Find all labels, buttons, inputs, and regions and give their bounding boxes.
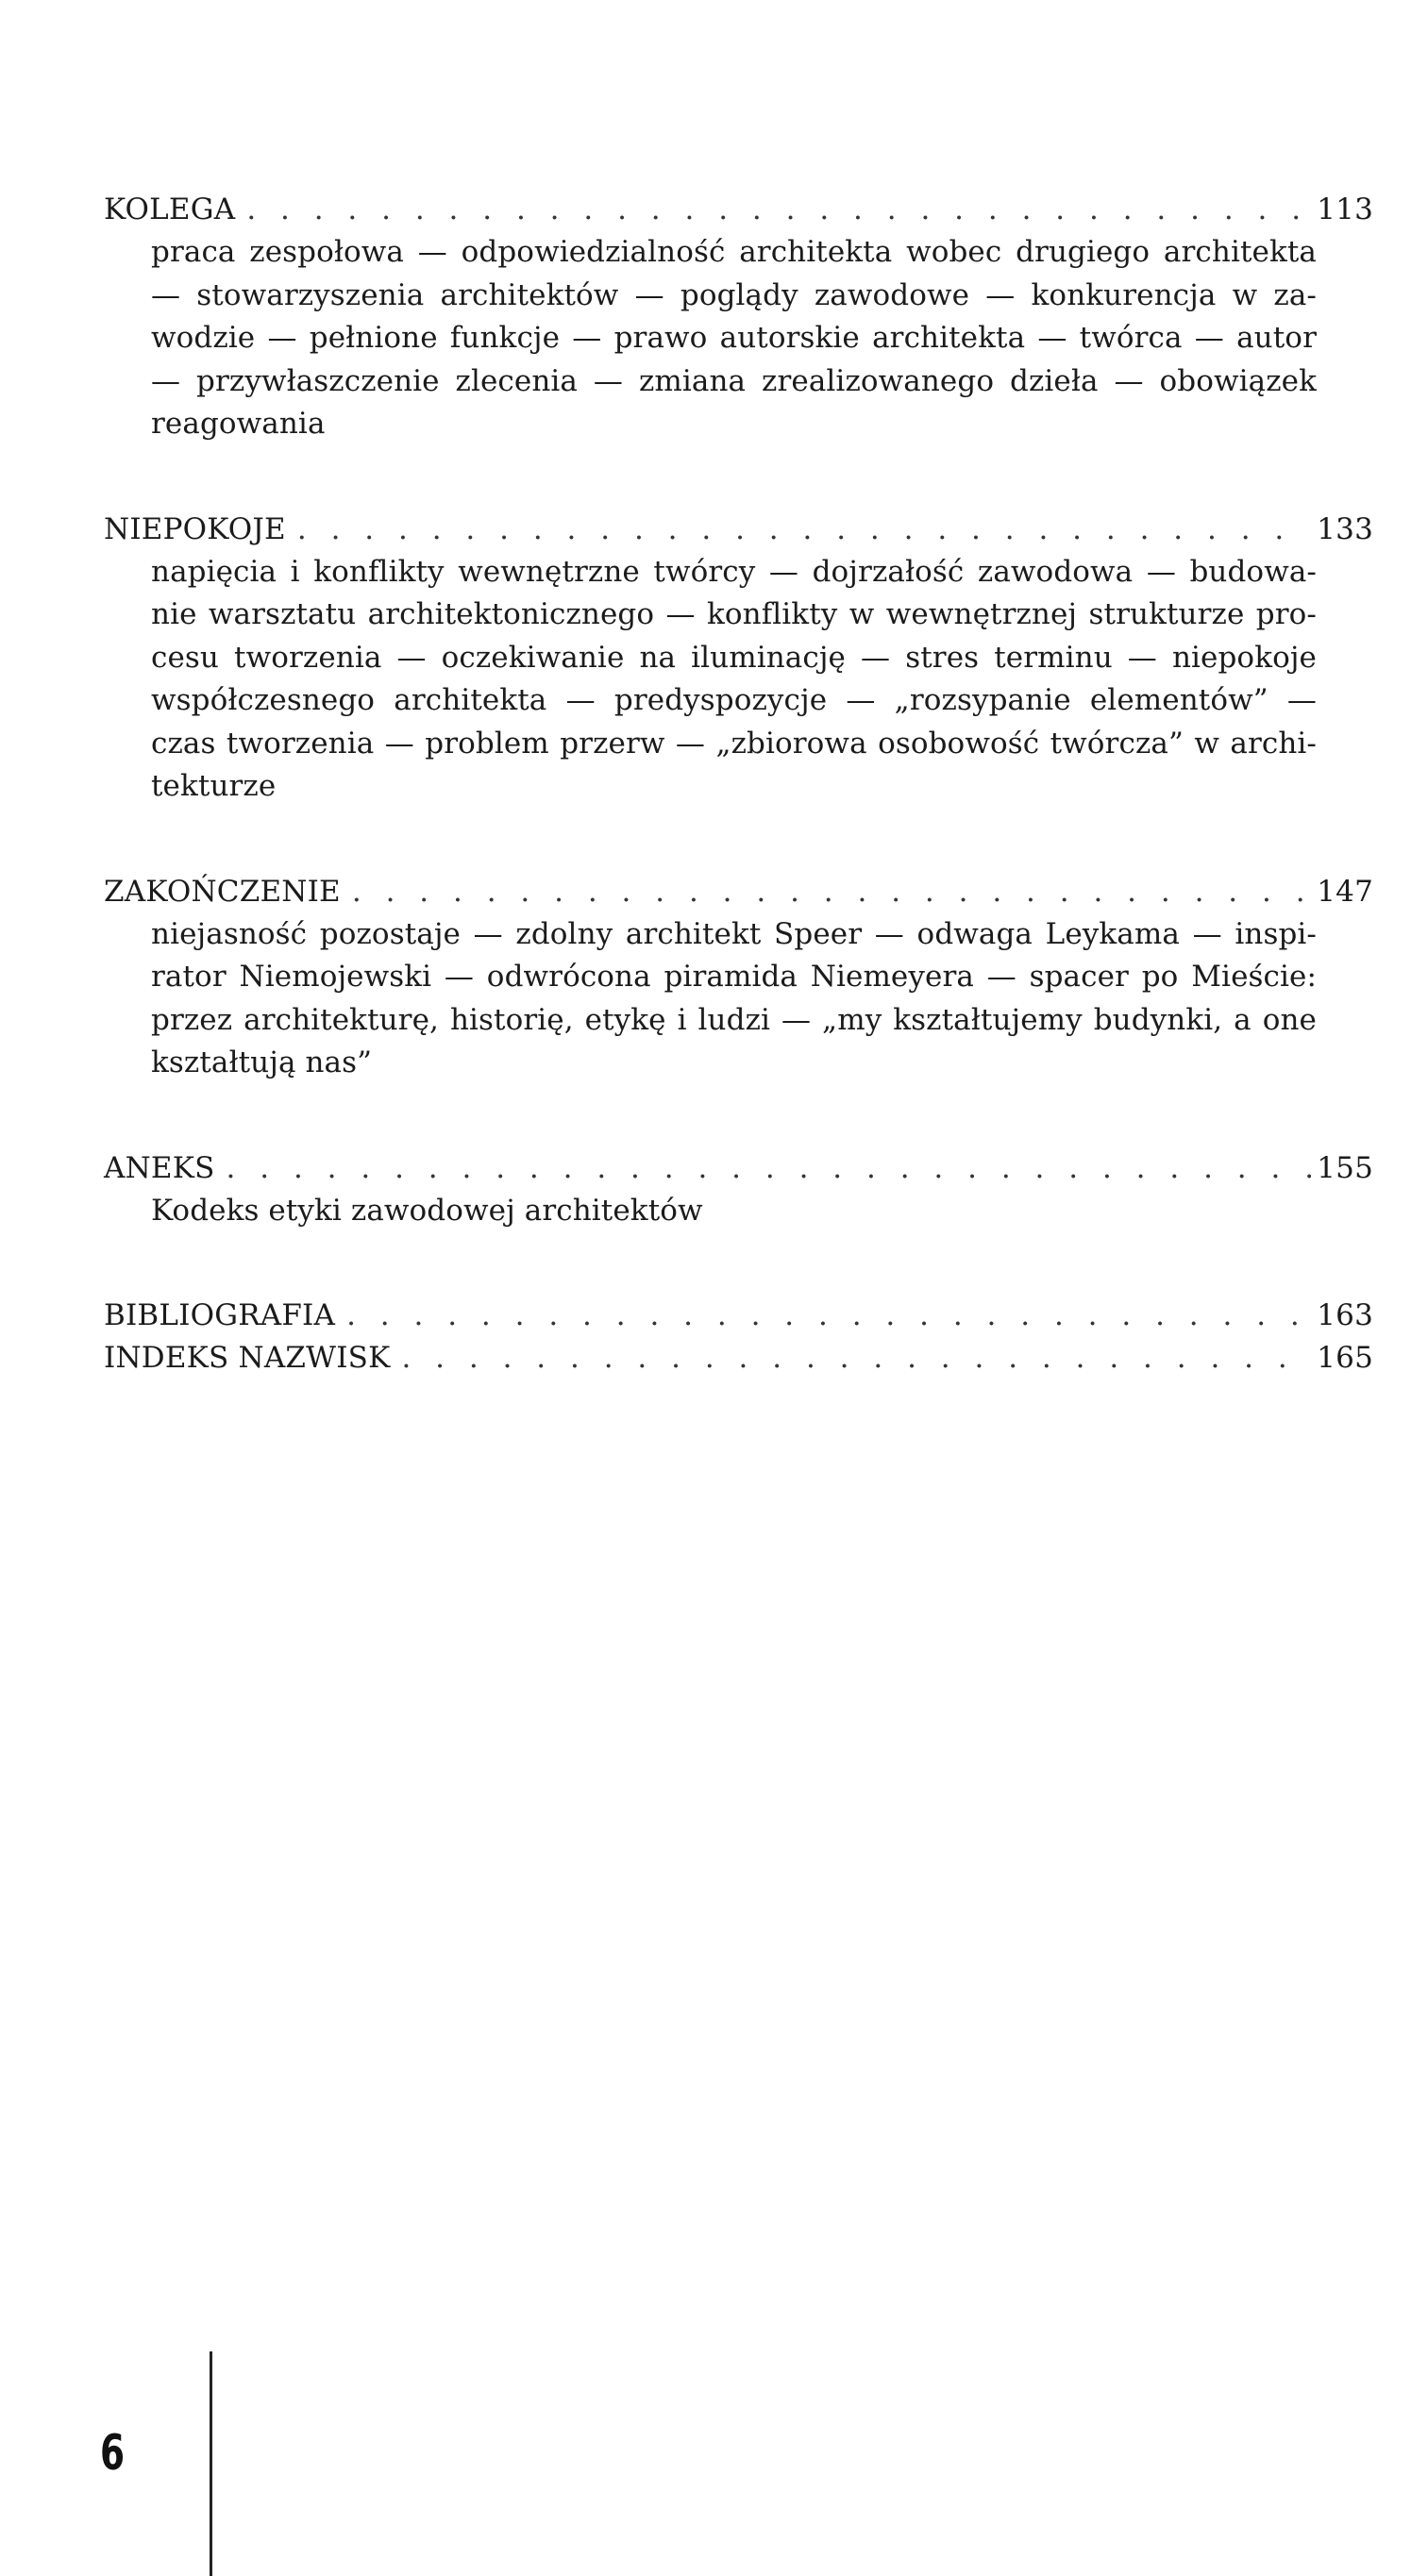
toc-entry-title: ANEKS — [104, 1150, 215, 1185]
description-line: — przywłaszczenie zlecenia — zmiana zrealizowanego dzieła — obowiązek — [151, 363, 1317, 398]
description-line: wodzie — pełnione funkcje — prawo autorskie architekta — twórca — autor — [151, 321, 1317, 355]
margin-rule — [210, 2351, 212, 2576]
toc-entry-heading — [104, 871, 1373, 913]
toc-entry-title: NIEPOKOJE — [104, 511, 286, 546]
description-line: Kodeks etyki zawodowej architektów — [151, 1193, 703, 1228]
toc-entry-description — [151, 913, 1317, 1085]
description-line: rator Niemojewski — odwrócona piramida Niemeyera — spacer po Mieście: — [151, 960, 1317, 994]
description-line: cesu tworzenia — oczekiwanie na iluminację — stres terminu — niepokoje — [151, 640, 1317, 675]
description-line: praca zespołowa — odpowiedzialność architekta wobec drugiego architekta — [151, 235, 1317, 269]
description-line: kształtują nas” — [151, 1045, 373, 1079]
description-line: czas tworzenia — problem przerw — „zbiorowa osobowość twórcza” w archi- — [151, 726, 1317, 761]
toc-entry-page: 113 — [1317, 192, 1373, 226]
page-number: 6 — [100, 2425, 126, 2482]
toc-entry-title: BIBLIOGRAFIA — [104, 1298, 336, 1332]
table-of-contents — [104, 189, 1373, 1380]
toc-entry-page: 133 — [1317, 511, 1373, 546]
toc-entry-niepokoje — [104, 509, 1373, 809]
toc-entry-heading — [104, 1147, 1373, 1190]
toc-entry-page: 147 — [1317, 874, 1373, 909]
description-line: napięcia i konflikty wewnętrzne twórcy — dojrzałość zawodowa — budowa- — [151, 554, 1317, 589]
toc-entry-bibliografia — [104, 1295, 1373, 1337]
description-line: przez architekturę, historię, etykę i ludzi — „my kształtujemy budynki, a one — [151, 1002, 1317, 1037]
description-line: niejasność pozostaje — zdolny architekt Speer — odwaga Leykama — inspi- — [151, 916, 1317, 951]
toc-entry-description — [151, 551, 1317, 809]
toc-leader-dots — [346, 1295, 1311, 1337]
toc-entry-aneks — [104, 1147, 1373, 1233]
toc-entry-page: 165 — [1317, 1341, 1373, 1375]
description-line: nie warsztatu architektonicznego — konflikty w wewnętrznej strukturze pro- — [151, 597, 1317, 631]
toc-entry-page: 163 — [1317, 1298, 1373, 1332]
toc-leader-dots — [401, 1337, 1311, 1380]
description-line: współczesnego architekta — predyspozycje — „rozsypanie elementów” — — [151, 683, 1317, 717]
toc-leader-dots — [246, 189, 1311, 231]
toc-entry-heading — [104, 1337, 1373, 1380]
toc-leader-dots — [297, 509, 1311, 551]
toc-entry-page: 155 — [1317, 1150, 1373, 1185]
toc-entry-kolega — [104, 189, 1373, 446]
toc-entry-zakonczenie — [104, 871, 1373, 1085]
toc-entry-heading — [104, 509, 1373, 551]
toc-leader-dots — [227, 1147, 1312, 1190]
toc-entry-title: KOLEGA — [104, 192, 236, 226]
toc-entry-heading — [104, 189, 1373, 231]
description-line: reagowania — [151, 407, 326, 441]
toc-leader-dots — [352, 871, 1311, 913]
description-line: tekturze — [151, 769, 277, 803]
toc-entry-title: ZAKOŃCZENIE — [104, 874, 341, 909]
toc-entry-indeks-nazwisk — [104, 1337, 1373, 1380]
toc-entry-description — [151, 231, 1317, 446]
toc-entry-description — [151, 1190, 1317, 1233]
description-line: — stowarzyszenia architektów — poglądy zawodowe — konkurencja w za- — [151, 277, 1317, 312]
toc-entry-title: INDEKS NAZWISK — [104, 1341, 391, 1375]
toc-entry-heading — [104, 1295, 1373, 1337]
